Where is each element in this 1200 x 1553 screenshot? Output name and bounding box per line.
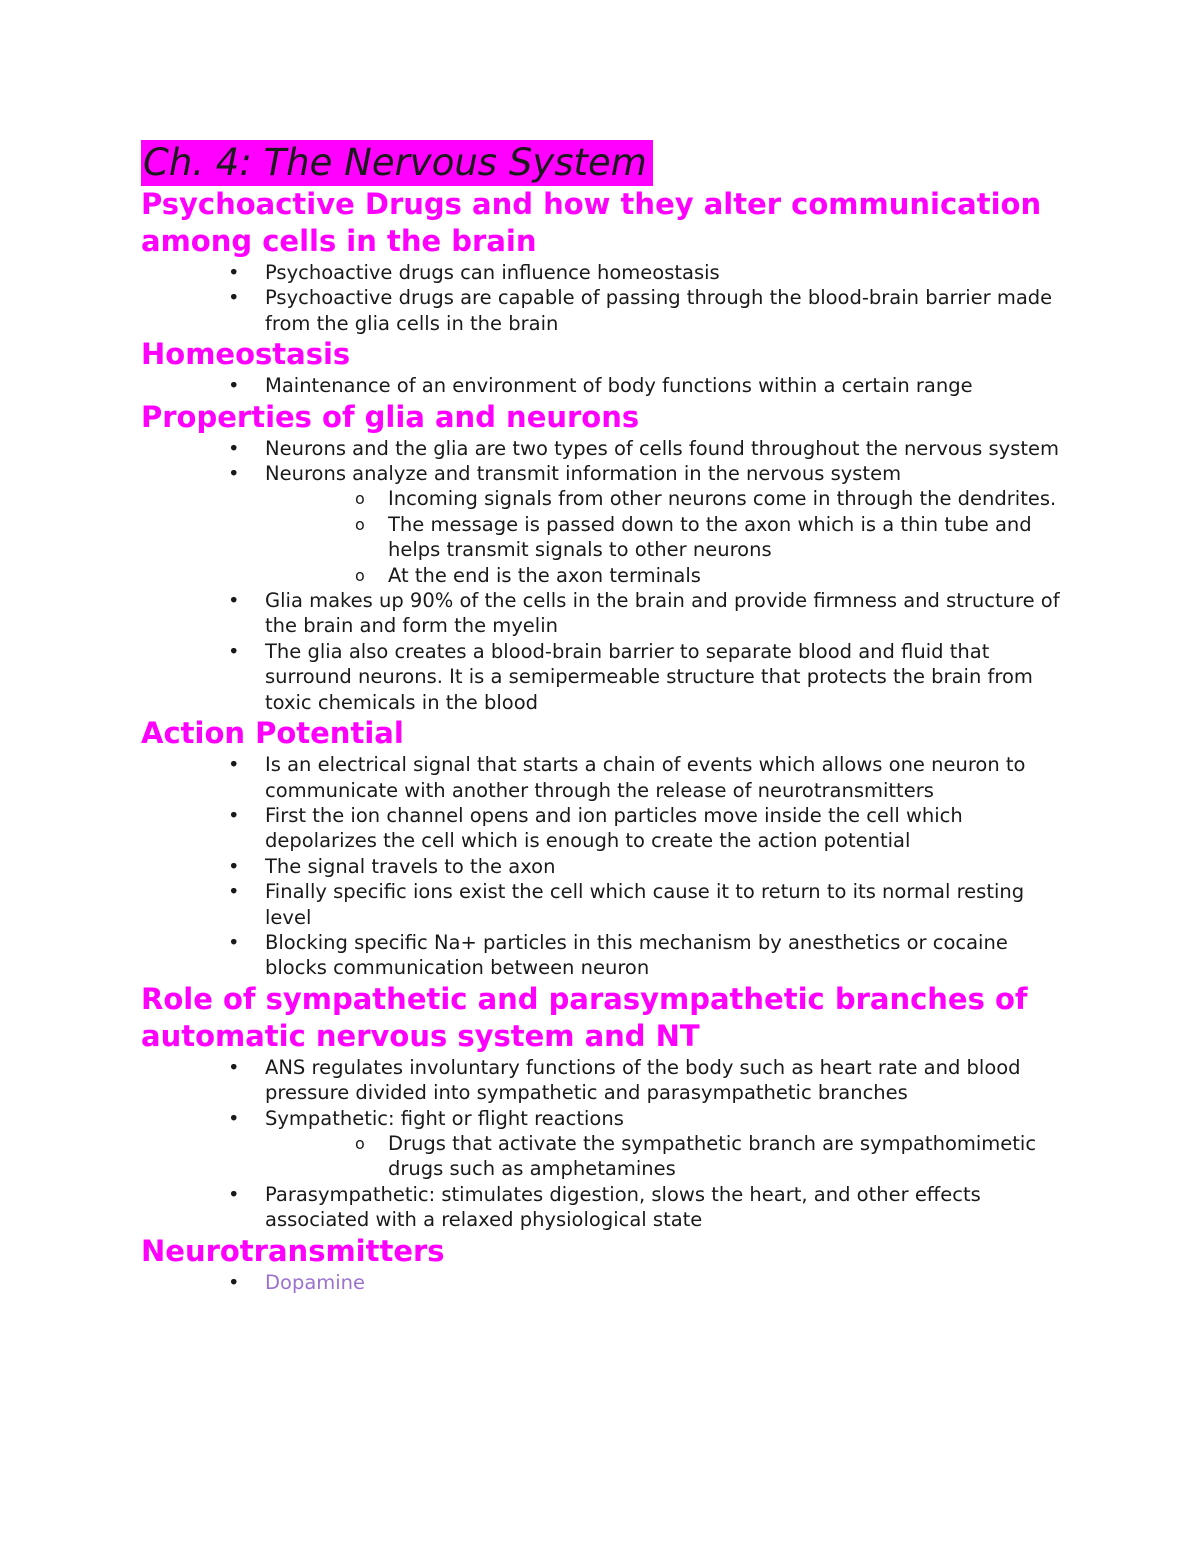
list-item: [228, 803, 1071, 854]
list-item-text: Is an electrical signal that starts a chain of events which allows one neuron to communicate with another through the release of neurotransmitters: [265, 753, 1026, 802]
list-item-text-dopamine: Dopamine: [265, 1270, 366, 1294]
list-item-text: First the ion channel opens and ion particles move inside the cell which depolarizes the cell which is enough to create the action potential: [265, 803, 963, 853]
hollow-bullet-icon: o: [355, 514, 365, 534]
sub-bullet-list: [265, 486, 1071, 588]
list-item-text: Psychoactive drugs can influence homeostasis: [265, 261, 720, 284]
sub-list-item: [355, 512, 1071, 563]
list-item-text: Neurons analyze and transmit information in the nervous system: [265, 462, 902, 486]
bullet-icon: •: [228, 1055, 240, 1079]
list-item: [228, 436, 1071, 461]
bullet-icon: •: [228, 639, 240, 663]
sub-list-item-text: At the end is the axon terminals: [388, 563, 701, 587]
bullet-icon: •: [228, 1106, 240, 1130]
section-heading-sympathetic-parasympathetic: Role of sympathetic and parasympathetic branches of automatic nervous system and NT: [141, 981, 1028, 1053]
list-item-text: Parasympathetic: stimulates digestion, slows the heart, and other effects associated with a relaxed physiological state: [265, 1182, 981, 1232]
bullet-icon: •: [228, 261, 240, 284]
document-page: [141, 140, 1071, 1295]
sub-list-item-text: Drugs that activate the sympathetic branch are sympathomimetic drugs such as amphetamines: [388, 1131, 1037, 1181]
bullet-icon: •: [228, 930, 240, 954]
sub-list-item-text: The message is passed down to the axon which is a thin tube and helps transmit signals to other neurons: [388, 512, 1032, 562]
bullet-icon: •: [228, 1182, 240, 1206]
hollow-bullet-icon: o: [355, 489, 365, 509]
list-item-text: Finally specific ions exist the cell which cause it to return to its normal resting level: [265, 880, 1025, 929]
list-item: [228, 879, 1071, 930]
section-heading-psychoactive-drugs: Psychoactive Drugs and how they alter communication among cells in the brain: [141, 187, 1042, 258]
sub-bullet-list: [265, 1131, 1071, 1182]
list-item: [228, 1270, 1071, 1295]
bullet-list: [141, 373, 1071, 398]
bullet-icon: •: [228, 589, 240, 613]
list-item: [228, 285, 1071, 336]
list-item: [228, 461, 1071, 588]
list-item: [228, 930, 1071, 981]
page-title: Ch. 4: The Nervous System: [141, 140, 653, 186]
list-item-text: ANS regulates involuntary functions of the body such as heart rate and blood pressure divided into sympathetic and parasympathetic branches: [265, 1055, 1021, 1105]
bullet-icon: •: [228, 374, 240, 398]
list-item-text: The signal travels to the axon: [265, 854, 556, 878]
sub-list-item-text: Incoming signals from other neurons come in through the dendrites.: [388, 487, 1057, 511]
list-item: [228, 1182, 1071, 1233]
bullet-list: [141, 260, 1071, 336]
section-heading-action-potential: Action Potential: [141, 716, 404, 751]
bullet-icon: •: [228, 462, 240, 486]
bullet-list: [141, 1055, 1071, 1233]
bullet-icon: •: [228, 803, 240, 827]
list-item-text: Maintenance of an environment of body functions within a certain range: [265, 374, 973, 398]
bullet-list: [141, 752, 1071, 981]
list-item: [228, 260, 1071, 285]
bullet-icon: •: [228, 286, 240, 310]
list-item-text: Psychoactive drugs are capable of passing through the blood-brain barrier made from the glia cells in the brain: [265, 286, 1053, 335]
bullet-icon: •: [228, 880, 240, 904]
bullet-list: [141, 436, 1071, 715]
sub-list-item: [355, 1131, 1071, 1182]
section-heading-neurotransmitters: Neurotransmitters: [141, 1233, 445, 1268]
hollow-bullet-icon: o: [355, 1133, 365, 1153]
bullet-icon: •: [228, 1270, 240, 1294]
section-heading-homeostasis: Homeostasis: [141, 337, 351, 372]
list-item: [228, 588, 1071, 639]
bullet-list: [141, 1270, 1071, 1295]
section-heading-glia-neurons: Properties of glia and neurons: [141, 399, 640, 434]
list-item: [228, 373, 1071, 398]
sub-list-item: [355, 486, 1071, 511]
hollow-bullet-icon: o: [355, 565, 365, 585]
list-item-text: Glia makes up 90% of the cells in the brain and provide firmness and structure of the brain and form the myelin: [265, 589, 1060, 638]
list-item-text: Sympathetic: fight or flight reactions: [265, 1106, 624, 1130]
list-item: [228, 639, 1071, 715]
list-item: [228, 854, 1071, 879]
bullet-icon: •: [228, 854, 240, 878]
list-item: [228, 1055, 1071, 1106]
list-item-text: Neurons and the glia are two types of cells found throughout the nervous system: [265, 436, 1060, 460]
list-item: [228, 752, 1071, 803]
bullet-icon: •: [228, 753, 240, 777]
list-item-text: Blocking specific Na+ particles in this mechanism by anesthetics or cocaine blocks communication between neuron: [265, 930, 1008, 980]
bullet-icon: •: [228, 436, 240, 460]
list-item: [228, 1106, 1071, 1182]
list-item-text: The glia also creates a blood-brain barrier to separate blood and fluid that surround neurons. It is a semipermeable structure that protects the brain from toxic chemicals in the blood: [265, 639, 1033, 714]
sub-list-item: [355, 563, 1071, 588]
